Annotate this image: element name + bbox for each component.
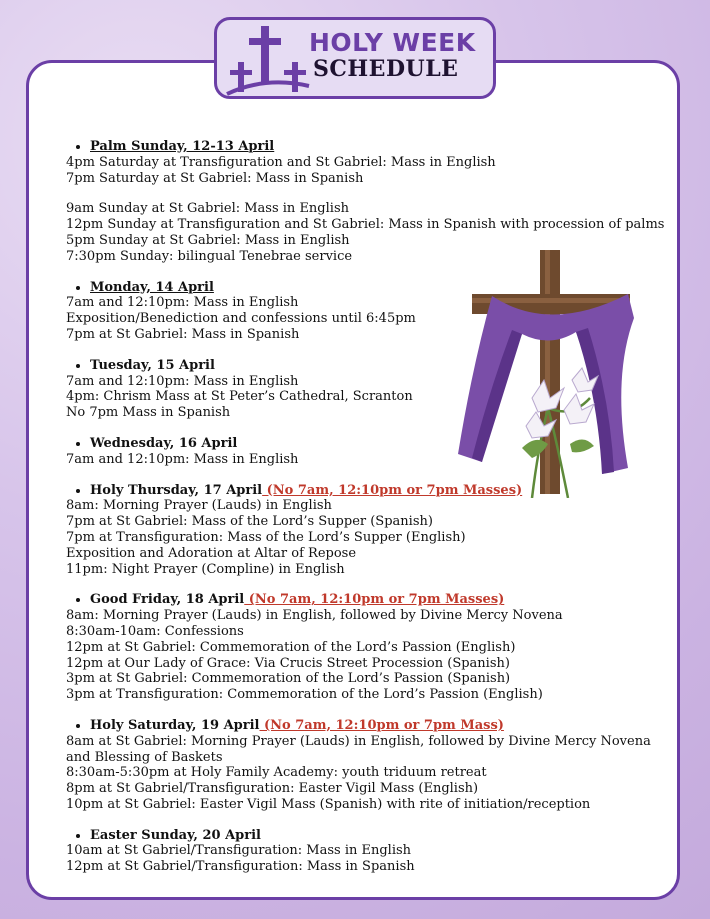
schedule-line: Exposition and Adoration at Altar of Repose: [66, 545, 357, 561]
schedule-line: 10pm at St Gabriel: Easter Vigil Mass (Spanish) with rite of initiation/reception: [66, 796, 591, 812]
day-section: [66, 592, 666, 703]
day-section: [66, 483, 666, 578]
schedule-line: 3pm at St Gabriel: Commemoration of the Lord’s Passion (Spanish): [66, 671, 511, 687]
schedule-line: Exposition/Benediction and confessions until 6:45pm: [66, 311, 416, 327]
three-crosses-icon: [225, 24, 311, 96]
schedule-line: 8am: Morning Prayer (Lauds) in English: [66, 498, 332, 514]
day-heading: Easter Sunday, 20 April: [66, 828, 666, 844]
no-mass-note: (No 7am, 12:10pm or 7pm Masses): [244, 592, 505, 608]
schedule-line: 12pm at Our Lady of Grace: Via Crucis Street Procession (Spanish): [66, 655, 510, 671]
day-section: [66, 828, 666, 875]
schedule-content: [66, 139, 666, 890]
schedule-line: 11pm: Night Prayer (Compline) in English: [66, 561, 345, 577]
day-heading: Monday, 14 April: [66, 280, 666, 296]
day-section: [66, 358, 666, 421]
schedule-line: 7pm at St Gabriel: Mass in Spanish: [66, 326, 300, 342]
schedule-line: 7pm at Transfiguration: Mass of the Lord’s Supper (English): [66, 529, 466, 545]
schedule-line: 5pm Sunday at St Gabriel: Mass in English: [66, 232, 350, 248]
day-heading: Holy Saturday, 19 April (No 7am, 12:10pm or 7pm Mass): [66, 718, 666, 734]
day-section: [66, 280, 666, 343]
schedule-line: 7am and 12:10pm: Mass in English: [66, 373, 299, 389]
schedule-line: 9am Sunday at St Gabriel: Mass in English: [66, 201, 349, 217]
schedule-line: 8:30am-10am: Confessions: [66, 623, 244, 639]
schedule-line: 7:30pm Sunday: bilingual Tenebrae service: [66, 248, 353, 264]
day-heading: Palm Sunday, 12-13 April: [66, 139, 666, 155]
schedule-line: No 7pm Mass in Spanish: [66, 405, 231, 421]
schedule-line: 7am and 12:10pm: Mass in English: [66, 451, 299, 467]
schedule-line: 4pm Saturday at Transfiguration and St Gabriel: Mass in English: [66, 154, 496, 170]
schedule-line: 7pm at St Gabriel: Mass of the Lord’s Supper (Spanish): [66, 514, 433, 530]
schedule-line: 12pm at St Gabriel: Commemoration of the Lord’s Passion (English): [66, 639, 516, 655]
schedule-line: 8:30am-5:30pm at Holy Family Academy: youth triduum retreat: [66, 765, 487, 781]
header-banner: [214, 17, 496, 99]
schedule-line: 7am and 12:10pm: Mass in English: [66, 295, 299, 311]
day-heading: Wednesday, 16 April: [66, 436, 666, 452]
schedule-line: 7pm Saturday at St Gabriel: Mass in Spanish: [66, 170, 364, 186]
day-section: [66, 436, 666, 468]
no-mass-note: (No 7am, 12:10pm or 7pm Masses): [262, 482, 523, 498]
day-section: [66, 139, 666, 265]
page-subtitle: SCHEDULE: [313, 56, 459, 82]
schedule-line: 8pm at St Gabriel/Transfiguration: Easter Vigil Mass (English): [66, 781, 479, 797]
schedule-line: 8am: Morning Prayer (Lauds) in English, followed by Divine Mercy Novena: [66, 608, 563, 624]
schedule-line: 12pm Sunday at Transfiguration and St Gabriel: Mass in Spanish with procession of palms: [66, 217, 665, 233]
schedule-line: 8am at St Gabriel: Morning Prayer (Lauds) in English, followed by Divine Mercy Novena and Blessing of Baskets: [66, 733, 651, 765]
schedule-line: 3pm at Transfiguration: Commemoration of the Lord’s Passion (English): [66, 687, 543, 703]
schedule-line: 4pm: Chrism Mass at St Peter’s Cathedral, Scranton: [66, 389, 413, 405]
schedule-line: 12pm at St Gabriel/Transfiguration: Mass in Spanish: [66, 859, 415, 875]
schedule-line: 10am at St Gabriel/Transfiguration: Mass in English: [66, 843, 412, 859]
day-heading: Holy Thursday, 17 April (No 7am, 12:10pm or 7pm Masses): [66, 483, 666, 499]
day-section: [66, 718, 666, 813]
day-heading: Good Friday, 18 April (No 7am, 12:10pm or 7pm Masses): [66, 592, 666, 608]
no-mass-note: (No 7am, 12:10pm or 7pm Mass): [259, 717, 504, 733]
page-title: HOLY WEEK: [309, 28, 476, 57]
day-heading: Tuesday, 15 April: [66, 358, 666, 374]
